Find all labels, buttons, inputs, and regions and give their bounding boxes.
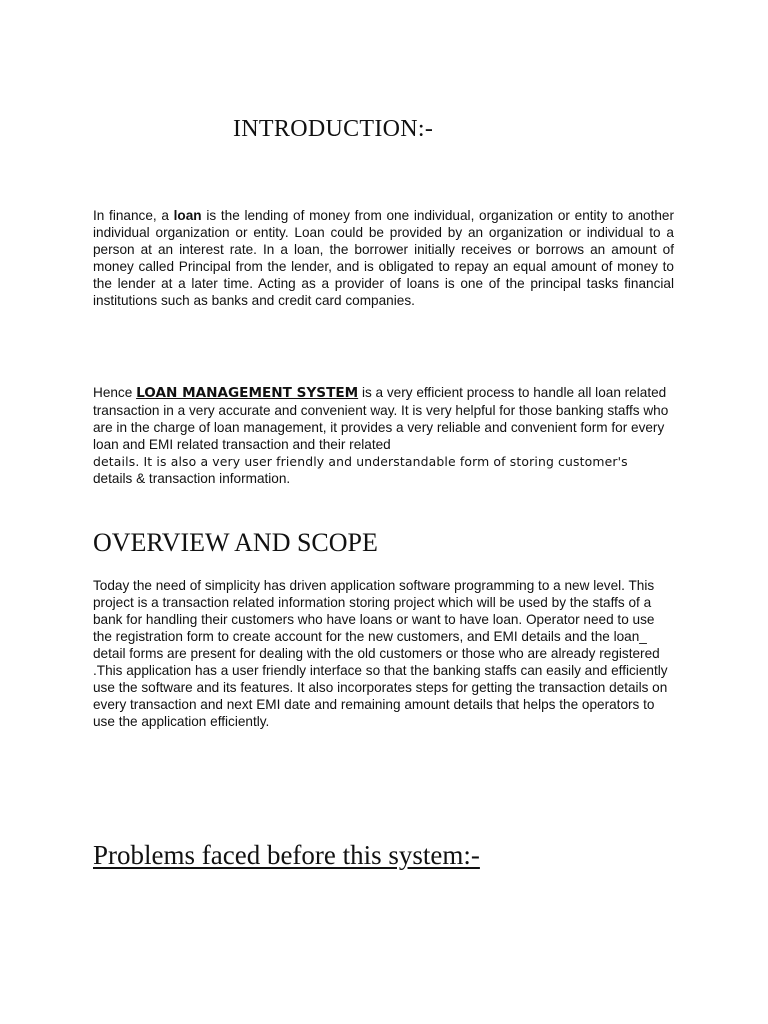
overview-heading: OVERVIEW AND SCOPE xyxy=(93,528,378,557)
intro-text-rest: is the lending of money from one individual, organization or entity to another individual organization or entity. Loan could be provided by an organization or individual to a person at an interest rate. In a loan, the borrower initially receives or borrows an amount of money called Principal from the lender, and is obligated to repay an equal amount of money to the lender at a later time. Acting as a provider of loans is one of the principal tasks financial institutions such as banks and credit card companies. xyxy=(93,208,674,308)
introduction-heading: INTRODUCTION:- xyxy=(233,116,434,142)
lms-prefix: Hence xyxy=(93,385,137,400)
problems-heading: Problems faced before this system:- xyxy=(93,840,480,870)
intro-text-start: In finance, a xyxy=(93,208,174,223)
lms-text-part1: is a very efficient process to handle all loan related transaction in a very accurate and convenient way. It is very helpful for those banking staffs who are in the charge of loan management, it provides a very reliable and convenient form for every loan and EMI related transaction and their related xyxy=(93,385,669,452)
lms-text-part3: details & transaction information. xyxy=(93,471,291,486)
introduction-paragraph xyxy=(93,207,674,309)
overview-paragraph: Today the need of simplicity has driven application software programming to a new level. This project is a transaction related information storing project which will be used by the staffs of a bank for handling their customers who have loans or want to have loan. Operator need to use the registration form to create account for the new customers, and EMI details and the loan_ detail forms are present for dealing with the old customers or those who are already registered .This application has a user friendly interface so that the banking staffs can easily and efficiently use the software and its features. It also incorporates steps for getting the transaction details on every transaction and next EMI date and remaining amount details that helps the operators to use the application efficiently. xyxy=(93,578,668,729)
lms-paragraph xyxy=(93,384,674,487)
loan-bold-word: loan xyxy=(173,208,202,223)
lms-title: LOAN MANAGEMENT SYSTEM xyxy=(136,385,359,401)
lms-text-part2: details. It is also a very user friendly and understandable form of storing customer's xyxy=(93,454,628,469)
